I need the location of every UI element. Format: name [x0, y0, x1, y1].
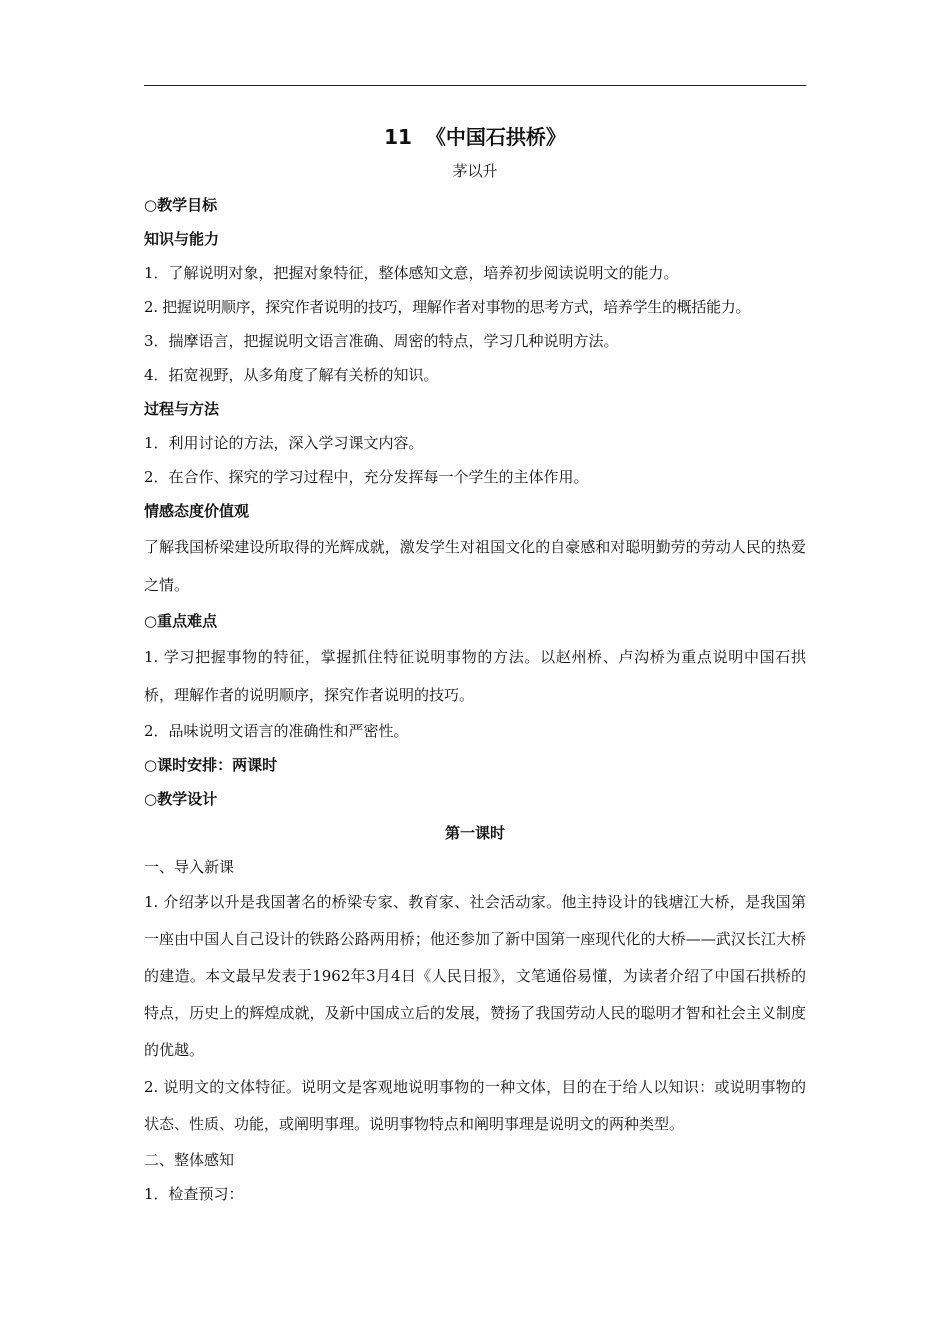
lesson-number: 11 — [384, 125, 412, 149]
section-intro: 一、导入新课 — [144, 858, 235, 876]
key-point-2: 2．品味说明文语言的准确性和严密性。 — [144, 722, 409, 740]
knowledge-item-3: 3．揣摩语言，把握说明文语言准确、周密的特点，学习几种说明方法。 — [144, 332, 619, 350]
author: 茅以升 — [452, 162, 498, 180]
key-point-1: 1. 学习把握事物的特征，掌握抓住特征说明事物的方法。以赵州桥、卢沟桥为重点说明中国石拱桥，理解作者的说明顺序，探究作者说明的技巧。 — [144, 648, 806, 704]
knowledge-item-4: 4．拓宽视野，从多角度了解有关桥的知识。 — [144, 366, 439, 384]
lesson-one-heading: 第一课时 — [444, 824, 505, 842]
document-body — [144, 120, 806, 1211]
overall-item-1: 1．检查预习： — [144, 1185, 244, 1203]
heading-schedule: ○课时安排：两课时 — [144, 756, 278, 774]
header-rule — [144, 85, 806, 86]
process-item-1: 1．利用讨论的方法，深入学习课文内容。 — [144, 434, 424, 452]
emotion-paragraph: 了解我国桥梁建设所取得的光辉成就，激发学生对祖国文化的自豪感和对聪明勤劳的劳动人民的热爱之情。 — [144, 538, 806, 594]
knowledge-item-1: 1．了解说明对象，把握对象特征，整体感知文意，培养初步阅读说明文的能力。 — [144, 264, 679, 282]
intro-paragraph-1: 1. 介绍茅以升是我国著名的桥梁专家、教育家、社会活动家。他主持设计的钱塘江大桥，是我国第一座由中国人自己设计的铁路公路两用桥；他还参加了新中国第一座现代化的大桥——武汉长江大桥的建造。本文最早发表于1962年3月4日《人民日报》，文笔通俗易懂，为读者介绍了中国石拱桥的特点，历史上的辉煌成就，及新中国成立后的发展，赞扬了我国劳动人民的聪明才智和社会主义制度的优越。 — [144, 893, 806, 1059]
heading-design: ○教学设计 — [144, 790, 218, 808]
subheading-process: 过程与方法 — [144, 400, 220, 418]
heading-key-points: ○重点难点 — [144, 612, 218, 630]
subheading-knowledge: 知识与能力 — [144, 230, 220, 248]
page-title — [144, 120, 806, 154]
heading-goals: ○教学目标 — [144, 196, 218, 214]
intro-paragraph-2: 2. 说明文的文体特征。说明文是客观地说明事物的一种文体，目的在于给人以知识：或说明事物的状态、性质、功能，或阐明事理。说明事物特点和阐明事理是说明文的两种类型。 — [144, 1078, 806, 1133]
subheading-emotion: 情感态度价值观 — [144, 502, 250, 520]
title-text: 《中国石拱桥》 — [425, 125, 566, 149]
knowledge-item-2: 2. 把握说明顺序，探究作者说明的技巧，理解作者对事物的思考方式，培养学生的概括能力。 — [144, 298, 751, 316]
process-item-2: 2．在合作、探究的学习过程中，充分发挥每一个学生的主体作用。 — [144, 468, 589, 486]
section-overall: 二、整体感知 — [144, 1151, 235, 1169]
